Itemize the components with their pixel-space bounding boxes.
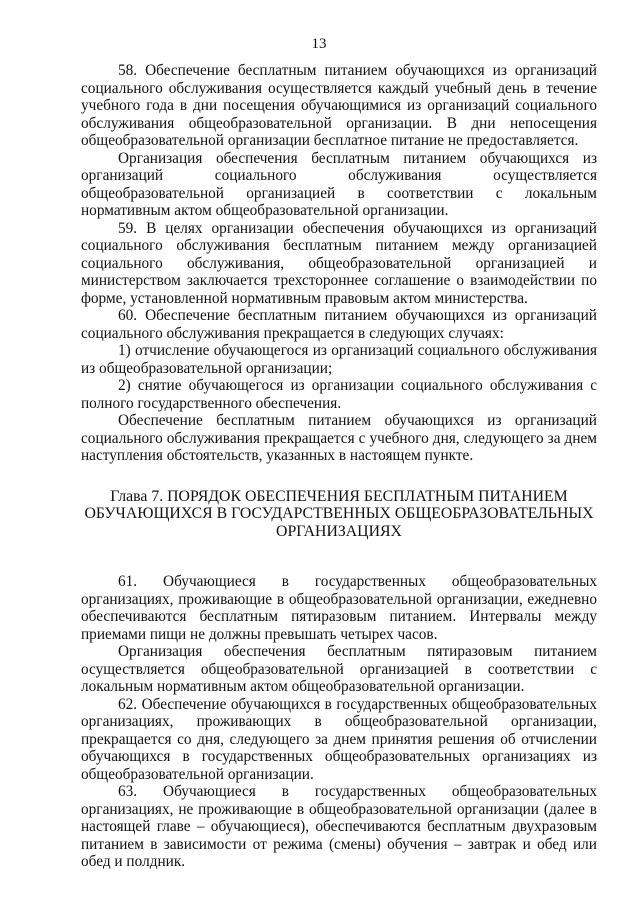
paragraph-60: 60. Обеспечение бесплатным питанием обучающихся из организаций социального обслуживания прекращается в следующих случаях:: [81, 307, 597, 342]
chapter-7-title: Глава 7. ПОРЯДОК ОБЕСПЕЧЕНИЯ БЕСПЛАТНЫМ ПИТАНИЕМ ОБУЧАЮЩИХСЯ В ГОСУДАРСТВЕННЫХ ОБЩЕОБРАЗОВАТЕЛЬНЫХ ОРГАНИЗАЦИЯХ: [84, 487, 594, 540]
paragraph-62: 62. Обеспечение обучающихся в государственных общеобразовательных организациях, проживающих в общеобразовательной организации, прекращается со дня, следующего за днем принятия решения об отчислении обучающихся в государственных общеобразовательных организациях из общеобразовательной организации.: [81, 695, 597, 783]
paragraph-61-organization: Организация обеспечения бесплатным пятиразовым питанием осуществляется общеобразовательной организацией в соответствии с локальным нормативным актом общеобразовательной организации.: [81, 643, 597, 695]
paragraph-60-item-1: 1) отчисление обучающегося из организаций социального обслуживания из общеобразовательной организации;: [81, 342, 597, 377]
page-number: 13: [311, 36, 327, 52]
document-body: [81, 62, 597, 871]
paragraph-58-organization: Организация обеспечения бесплатным питанием обучающихся из организаций социального обслуживания осуществляется общеобразовательной организацией в соответствии с локальным нормативным актом общеобразовательной организации.: [81, 149, 597, 219]
paragraph-59: 59. В целях организации обеспечения обучающихся из организаций социального обслуживания бесплатным питанием между организацией социального обслуживания, общеобразовательной организацией и министерством заключается трехстороннее соглашение о взаимодействии по форме, установленной нормативным правовым актом министерства.: [81, 219, 597, 307]
paragraph-63: 63. Обучающиеся в государственных общеобразовательных организациях, не проживающие в общеобразовательной организации (далее в настоящей главе – обучающиеся), обеспечиваются бесплатным двухразовым питанием в зависимости от режима (смены) обучения – завтрак и обед или обед и полдник.: [81, 783, 597, 870]
paragraph-60-item-2: 2) снятие обучающегося из организации социального обслуживания с полного государственного обеспечения.: [81, 377, 597, 412]
paragraph-61: 61. Обучающиеся в государственных общеобразовательных организациях, проживающие в общеобразовательной организации, ежедневно обеспечиваются бесплатным пятиразовым питанием. Интервалы между приемами пищи не должны превышать четырех часов.: [81, 573, 597, 643]
paragraph-60-termination: Обеспечение бесплатным питанием обучающихся из организаций социального обслуживания прекращается с учебного дня, следующего за днем наступления обстоятельств, указанных в настоящем пункте.: [81, 412, 597, 464]
paragraph-58: 58. Обеспечение бесплатным питанием обучающихся из организаций социального обслуживания осуществляется каждый учебный день в течение учебного года в дни посещения обучающимися из организаций социального обслуживания общеобразовательной организации. В дни непосещения общеобразовательной организации бесплатное питание не предоставляется.: [81, 62, 597, 149]
